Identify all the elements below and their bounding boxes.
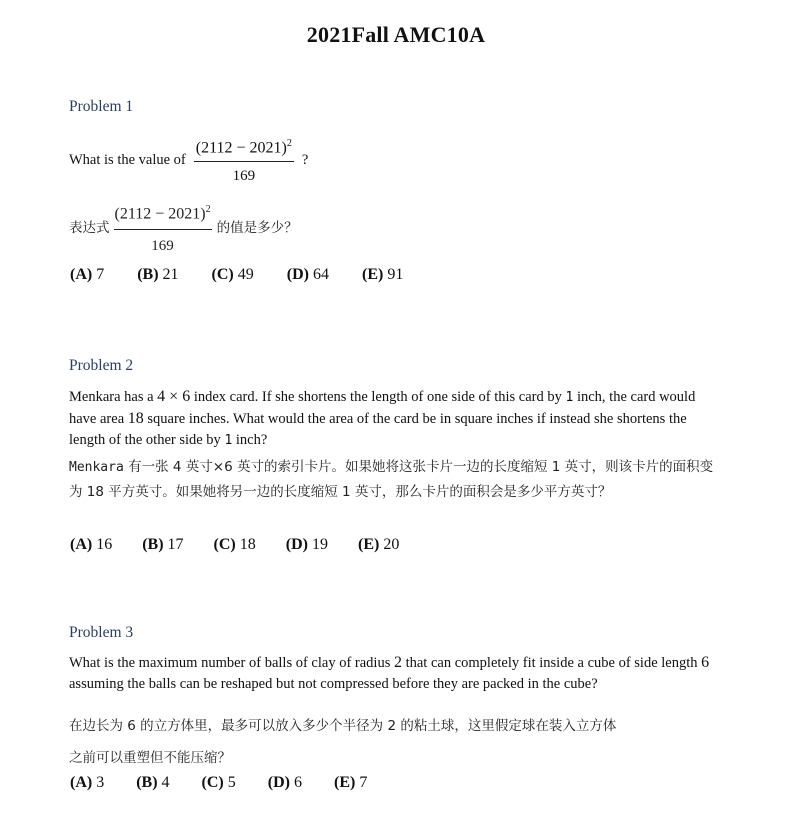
problem-2-question-cn: Menkara 有一张 4 英寸×6 英寸的索引卡片。如果她将这张卡片一边的长度缩短 1 英寸，则该卡片的面积变为 18 平方英寸。如果她将另一边的长度缩短 1 英寸，那么卡片的面积会是多少平方英寸？ — [69, 459, 714, 500]
problem-1-fraction — [194, 133, 294, 187]
problem-1-choices — [70, 266, 433, 284]
choice-b[interactable]: (B) 4 — [136, 774, 170, 791]
problem-3-cn-line-1: 在边长为 6 的立方体里，最多可以放入多少个半径为 2 的粘土球，这里假定球在装入立方体 — [69, 718, 617, 734]
choice-d[interactable]: (D) 6 — [267, 774, 302, 791]
problem-3-question-en: What is the maximum number of balls of clay of radius 2 that can completely fit inside a cube of side length 6 assuming the balls can be reshaped but not compressed before they are packed in the cube? — [69, 654, 710, 692]
problem-1-cn-fraction — [114, 197, 212, 258]
fraction-denominator: 169 — [232, 168, 256, 185]
problem-3-question-cn — [69, 710, 729, 774]
problem-3-heading: Problem 3 — [69, 624, 134, 641]
problem-1-question-cn — [69, 202, 298, 254]
choice-e[interactable]: (E) 20 — [357, 536, 400, 553]
problem-2-question-en: Menkara has a 4 × 6 index card. If she shortens the length of one side of this card by 1 inch, the card would have area 18 square inches. What would the area of the card be in square inches if instead she shortens the length of the other side by 1 inch? — [69, 388, 696, 448]
page-title: 2021Fall AMC10A — [306, 22, 486, 47]
choice-c[interactable]: (C) 5 — [201, 774, 236, 791]
choice-a[interactable]: (A) 3 — [70, 774, 105, 791]
choice-e[interactable]: (E) 7 — [333, 774, 368, 791]
problem-1-question-en — [69, 134, 308, 186]
problem-1-prefix: What is the value of — [69, 151, 186, 168]
choice-c[interactable]: (C) 18 — [213, 536, 256, 553]
problem-2-choices — [70, 536, 429, 554]
problem-2-heading: Problem 2 — [69, 357, 134, 374]
problem-1-heading: Problem 1 — [69, 98, 134, 115]
choice-a[interactable]: (A) 7 — [70, 266, 105, 283]
problem-1-cn-suffix: 的值是多少？ — [216, 219, 298, 236]
problem-3-choices — [70, 774, 397, 792]
choice-e[interactable]: (E) 91 — [361, 266, 404, 283]
fraction-denominator: 169 — [151, 237, 174, 254]
choice-a[interactable]: (A) 16 — [70, 536, 113, 553]
choice-c[interactable]: (C) 49 — [211, 266, 254, 283]
problem-3-cn-line-2: 之前可以重塑但不能压缩？ — [69, 750, 231, 766]
problem-1-cn-prefix: 表达式 — [69, 219, 110, 236]
choice-d[interactable]: (D) 64 — [286, 266, 329, 283]
choice-b[interactable]: (B) 17 — [142, 536, 184, 553]
choice-b[interactable]: (B) 21 — [137, 266, 179, 283]
fraction-numerator: $(2112 - 2021)^2$ — [194, 133, 294, 162]
problem-1-suffix: ? — [301, 151, 309, 168]
choice-d[interactable]: (D) 19 — [285, 536, 328, 553]
fraction-numerator: $(2112 - 2021)^2$ — [114, 197, 212, 229]
